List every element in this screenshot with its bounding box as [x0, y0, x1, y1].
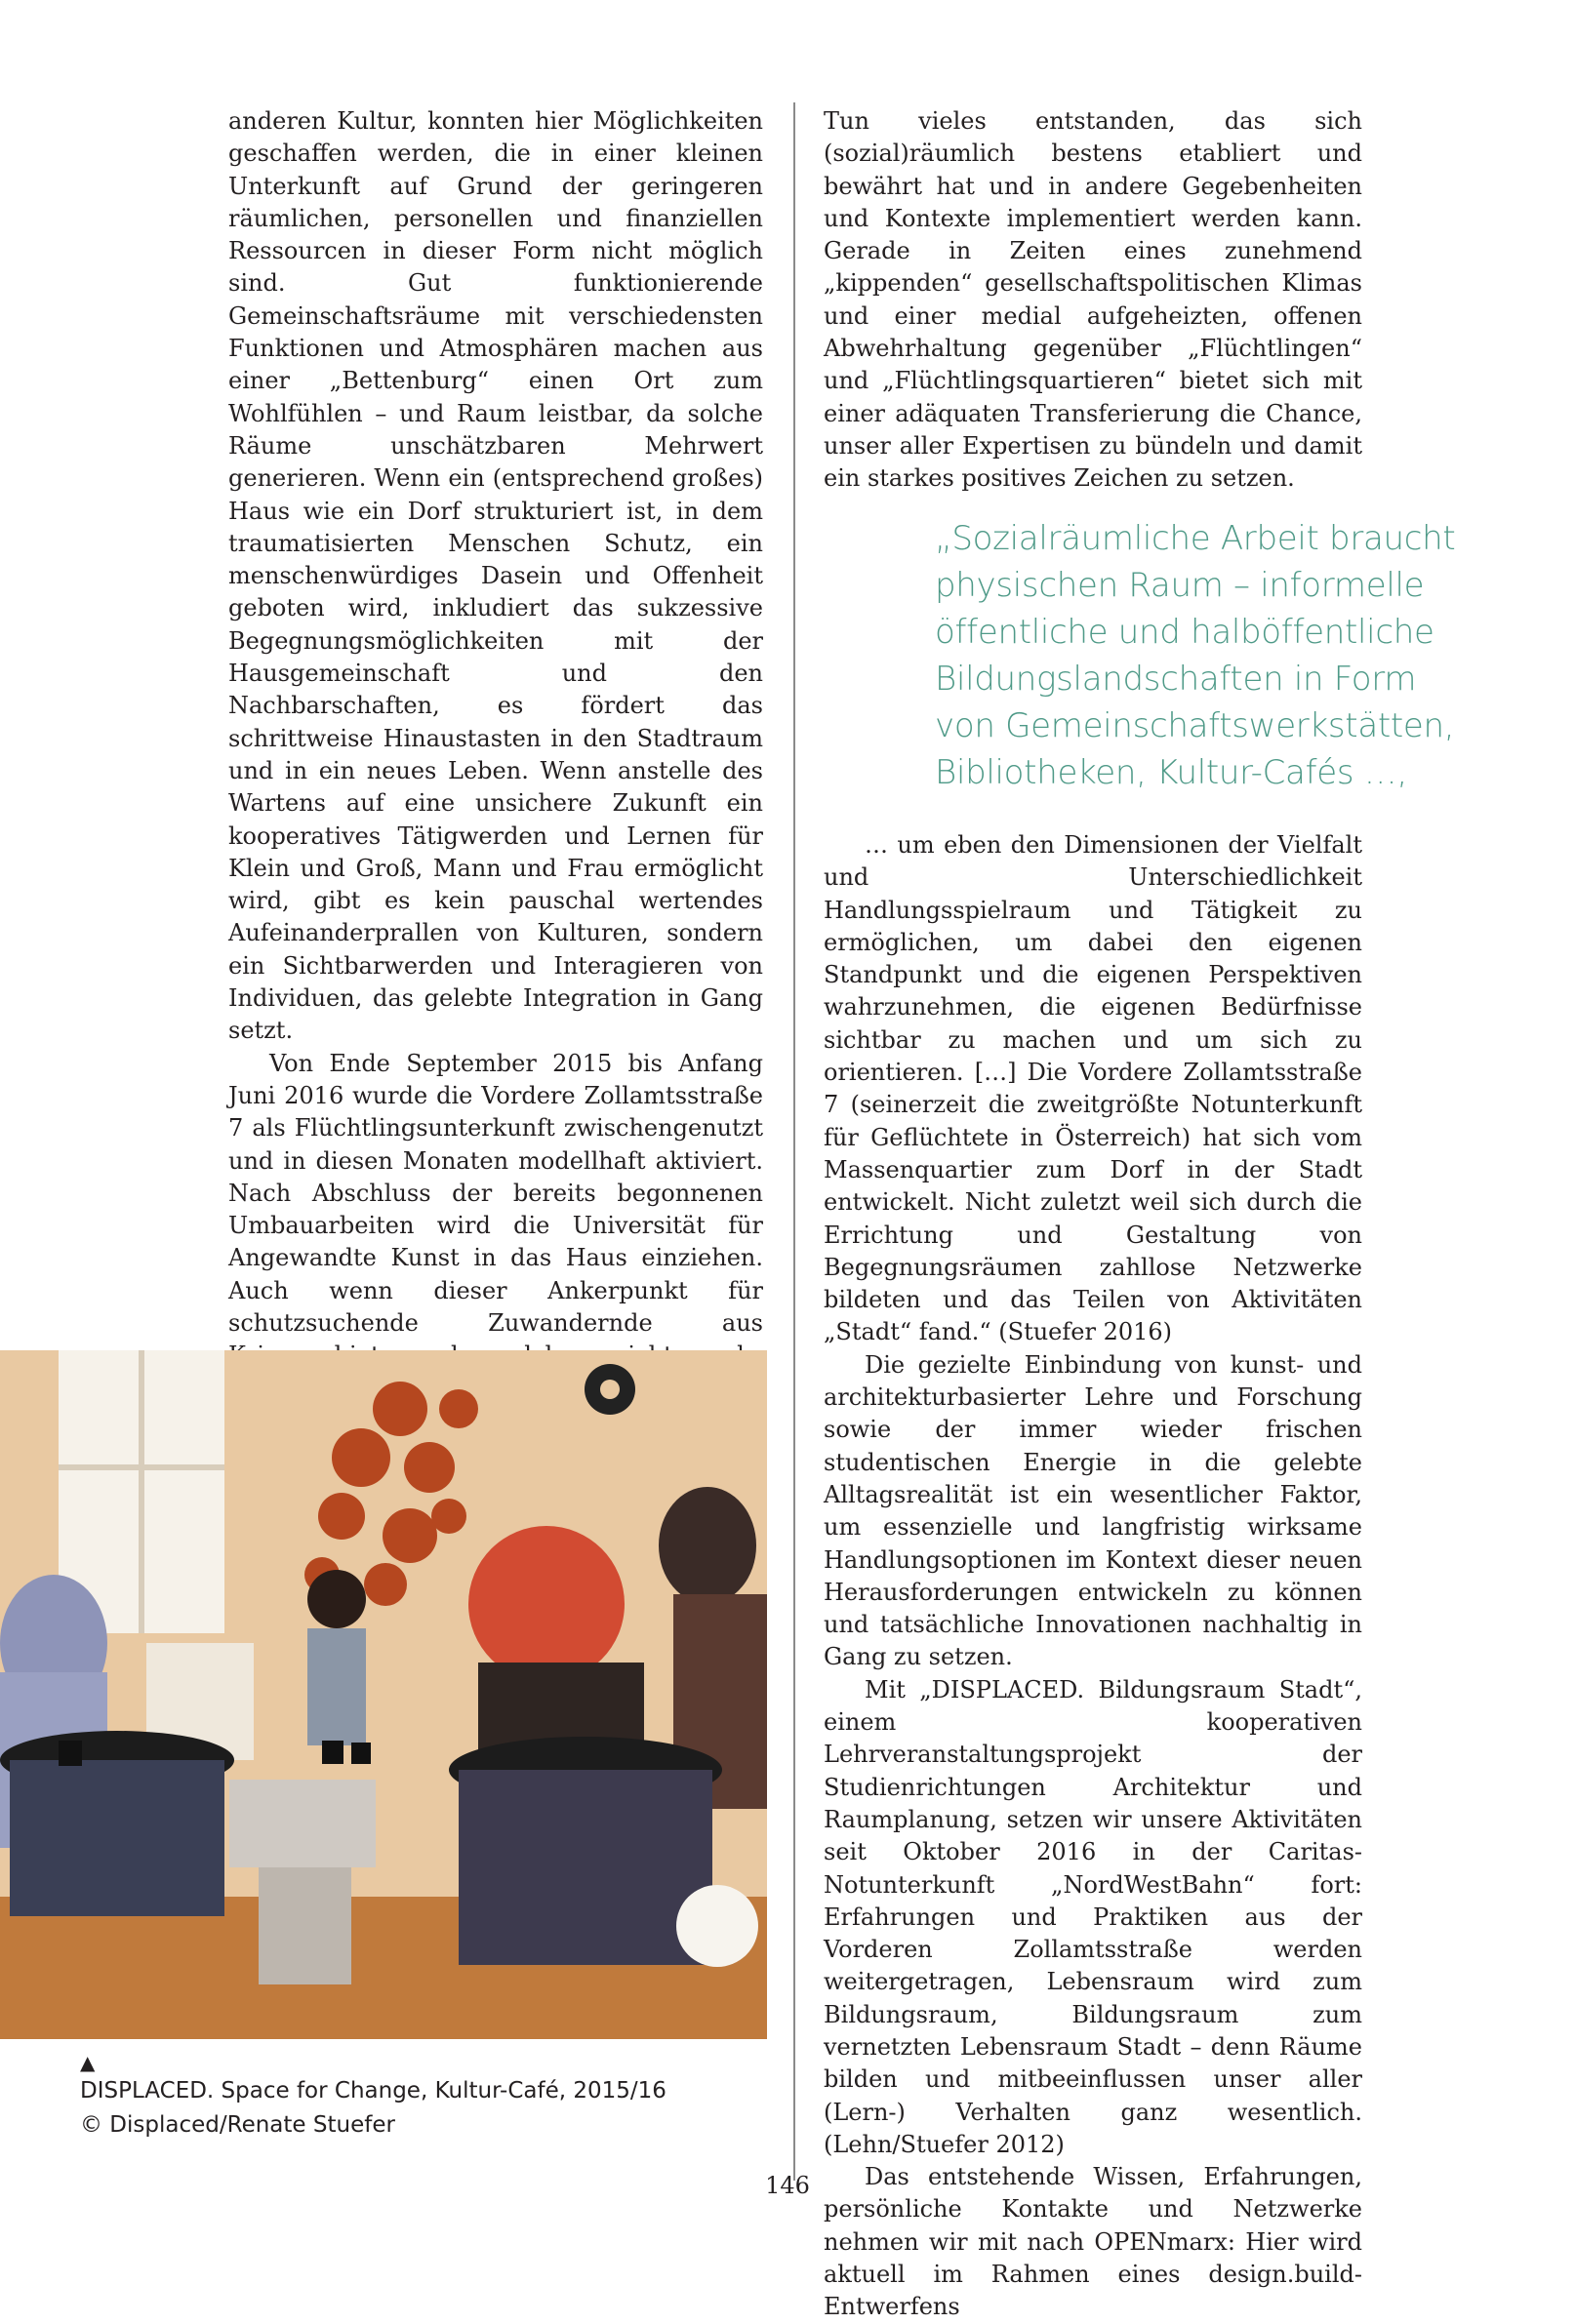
- column-divider: [793, 102, 795, 2181]
- paragraph: Mit „DISPLACED. Bildungsraum Stadt“, einem kooperativen Lehrveranstaltungsprojekt der Studienrichtungen Architektur und Raumplanung, setzen wir unsere Aktivitäten seit Oktober 2016 in der Caritas-Notunterkunft „NordWestBahn“ fort: Erfahrungen und Praktiken aus der Vorderen Zollamtsstraße werden weitergetragen, Lebensraum wird zum Bildungsraum, Bildungsraum zum vernetzten Lebensraum Stadt – denn Räume bilden und mitbeeinflussen unser aller (Lern-) Verhalten ganz wesentlich. (Lehn/Stuefer 2012): [824, 1675, 1362, 2158]
- paragraph: … um eben den Dimensionen der Vielfalt und Unterschiedlichkeit Handlungsspielraum und Tätigkeit zu ermöglichen, um dabei den eigenen Standpunkt und die eigenen Perspektiven wahrzunehmen, die eigenen Bedürfnisse sichtbar zu machen und um sich zu orientieren. […] Die Vordere Zollamtsstraße 7 (seinerzeit die zweitgrößte Notunterkunft für Geflüchtete in Österreich) hat sich vom Massenquartier zum Dorf in der Stadt entwickelt. Nicht zuletzt weil sich durch die Errichtung und Gestaltung von Begegnungsräumen zahllose Netzwerke bildeten und das Teilen von Aktivitäten „Stadt“ fand.“ (Stuefer 2016): [824, 831, 1362, 1346]
- caption-line: DISPLACED. Space for Change, Kultur-Café, 2015/16: [80, 2078, 666, 2104]
- pull-quote-line: Bibliotheken, Kultur-Cafés …,: [935, 753, 1407, 792]
- pull-quote-line: von Gemeinschaftswerkstätten,: [935, 706, 1455, 745]
- right-column-top: [824, 105, 1362, 496]
- left-column: [228, 105, 763, 1405]
- arrow-up-icon: ▲: [80, 2051, 96, 2074]
- pull-quote-line: „Sozialräumliche Arbeit braucht: [935, 519, 1456, 558]
- right-column-bottom: [824, 829, 1362, 2324]
- photo-illustration: [0, 1350, 767, 2039]
- pull-quote-line: öffentliche und halböffentliche: [935, 613, 1434, 652]
- pull-quote-line: Bildungslandschaften in Form: [935, 660, 1417, 699]
- paragraph: Das entstehende Wissen, Erfahrungen, persönliche Kontakte und Netzwerke nehmen wir mit nach OPENmarx: Hier wird aktuell im Rahmen eines design.build-Entwerfens: [824, 2163, 1362, 2321]
- pull-quote-line: physischen Raum – informelle: [935, 566, 1425, 605]
- caption-credit: © Displaced/Renate Stuefer: [80, 2112, 395, 2138]
- page-number: 146: [765, 2172, 810, 2199]
- paragraph: Von Ende September 2015 bis Anfang Juni 2016 wurde die Vordere Zollamtsstraße 7 als Flüchtlingsunterkunft zwischengenutzt und in diesen Monaten modellhaft aktiviert. Nach Abschluss der bereits begonnenen Umbauarbeiten wird die Universität für Angewandte Kunst in das Haus einziehen. Auch wenn dieser Ankerpunkt für schutzsuchende Zuwandernde aus: [228, 1049, 763, 1337]
- pull-quote: [935, 515, 1481, 796]
- paragraph: anderen Kultur, konnten hier Möglichkeiten geschaffen werden, die in einer kleinen Unterkunft auf Grund der geringeren räumlichen, personellen und finanziellen Ressourcen in dieser Form nicht möglich sind. Gut funktionierende Gemeinschaftsräume mit verschiedensten Funktionen und Atmosphären machen aus einer „Bettenburg“ einen Ort zum Wohlfühlen – und Raum leistbar, da solche Räume unschätzbaren Mehrwert generieren. Wenn ein (entsprechend großes) Haus wie ein Dorf strukturiert ist, in dem traumatisierten Menschen Schutz, ein menschenwürdiges Dasein und Offenheit geboten wird, inkludiert das sukzessive Begegnungsmöglichkeiten mit der Hausgemeinschaft und den Nachbarschaften, es fördert das schrittweise Hinaustasten in den Stadtraum und in ein neues Leben. Wenn anstelle des Wartens auf eine unsichere Zukunft ein kooperatives Tätigwerden und Lernen für Klein und Groß, Mann und Frau ermöglicht wird, gibt es kein pauschal wertendes Aufeinanderprallen von Kulturen, sondern ein Sichtbarwerden und Interagieren von Individuen, das gelebte Integration in Gang setzt.: [228, 107, 763, 1045]
- paragraph: Tun vieles entstanden, das sich (sozial)räumlich bestens etabliert und bewährt hat und in andere Gegebenheiten und Kontexte implementiert werden kann. Gerade in Zeiten eines zunehmend „kippenden“ gesellschaftspolitischen Klimas und einer medial aufgeheizten, offenen Abwehrhaltung gegenüber „Flüchtlingen“ und „Flüchtlingsquartieren“ bietet sich mit einer adäquaten Transferierung die Chance, unser aller Expertisen zu bündeln und damit ein starkes positives Zeichen zu setzen.: [824, 107, 1362, 493]
- paragraph: Die gezielte Einbindung von kunst- und architekturbasierter Lehre und Forschung sowie der immer wieder frischen studentischen Energie in die gelebte Alltagsrealität ist ein wesentlicher Faktor, um essenzielle und langfristig wirksame Handlungsoptionen im Kontext dieser neuen Herausforderungen entwickeln zu können und tatsächliche Innovationen nachhaltig in Gang zu setzen.: [824, 1350, 1362, 1671]
- kultur-cafe-photo: [0, 1350, 767, 2039]
- photo-caption: [80, 2051, 763, 2143]
